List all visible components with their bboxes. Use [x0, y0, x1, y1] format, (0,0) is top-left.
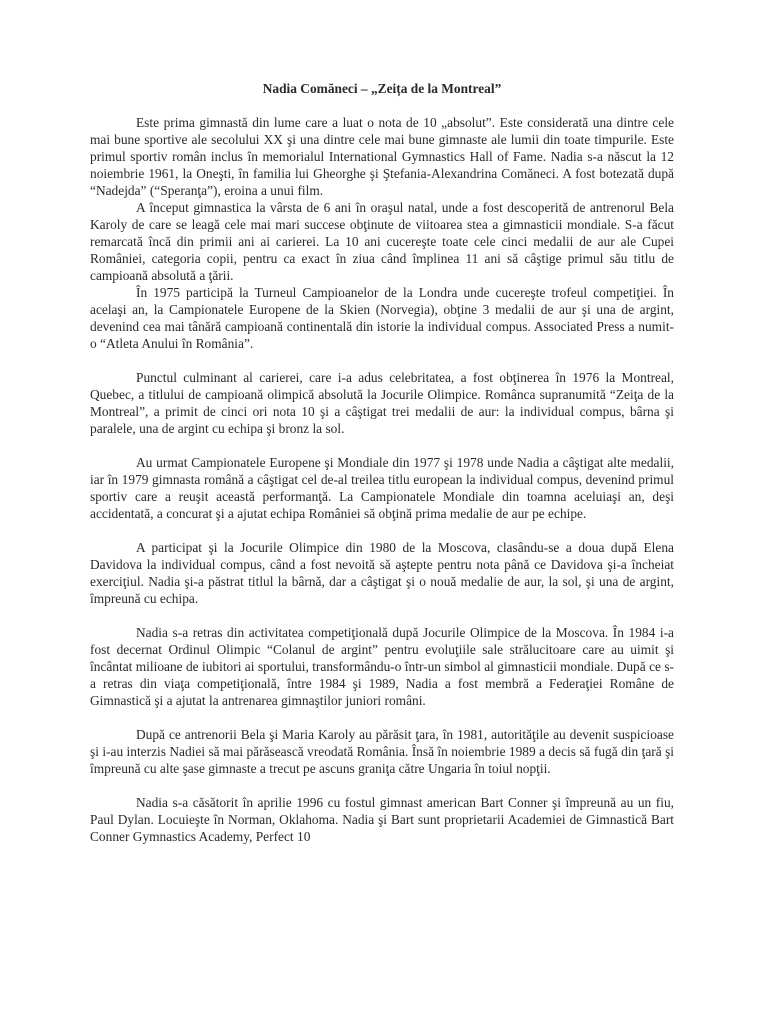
document-title: Nadia Comăneci – „Zeița de la Montreal”	[262, 81, 502, 96]
paragraph-marriage: Nadia s-a căsătorit în aprilie 1996 cu fostul gimnast american Bart Conner şi împreună au un fiu, Paul Dylan. Locuieşte în Norman, Oklahoma. Nadia şi Bart sunt proprietarii Academiei de Gimnastică Bart Conner Gymnastics Academy, Perfect 10	[90, 795, 674, 844]
paragraph-intro: Este prima gimnastă din lume care a luat o nota de 10 „absolut”. Este considerată una dintre cele mai bune sportive ale secolului XX şi una dintre cele mai bune gimnaste ale lumii din toate timpurile. Este primul sportiv român inclus în memorialul International Gymnastics Hall of Fame. Nadia s-a născut la 12 noiembrie 1961, la Oneşti, în familia lui Gheorghe şi Ştefania-Alexandrina Comăneci. A fost botezată după “Nadejda” (“Speranţa”), eroina a unui film.	[90, 115, 674, 198]
paragraph-1977-1979: Au urmat Campionatele Europene şi Mondiale din 1977 şi 1978 unde Nadia a câştigat alte medalii, iar în 1979 gimnasta română a câştigat cel de-al treilea titlu european la individual compus, devenind primul sportiv care a reuşit această performanţă. La Campionatele Mondiale din toamna aceluiaşi an, deşi accidentată, a concurat şi a ajutat echipa României să obţină prima medalie de aur pe echipe.	[90, 455, 674, 521]
paragraph-1975: În 1975 participă la Turneul Campioanelor de la Londra unde cucereşte trofeul competiţiei. În acelaşi an, la Campionatele Europene de la Skien (Norvegia), obţine 3 medalii de aur şi una de argint, devenind cea mai tânără campioană continentală din istorie la individual compus. Associated Press a numit-o “Atleta Anului în România”.	[90, 285, 674, 351]
paragraph-montreal-1976: Punctul culminant al carierei, care i-a adus celebritatea, a fost obţinerea în 1976 la Montreal, Quebec, a titlului de campioană olimpică absolută la Jocurile Olimpice. Românca supranumită “Zeiţa de la Montreal”, a primit de cinci ori nota 10 şi a câştigat trei medalii de aur: la individual compus, bârna şi paralele, una de argint cu echipa şi bronz la sol.	[90, 370, 674, 436]
paragraph-retirement: Nadia s-a retras din activitatea competiţională după Jocurile Olimpice de la Moscova. În 1984 i-a fost decernat Ordinul Olimpic “Colanul de argint” pentru evoluţiile sale strălucitoare care au uimit şi încântat milioane de iubitori ai sportului, transformându-o într-un simbol al gimnasticii mondiale. După ce s-a retras din viaţa competiţională, între 1984 şi 1989, Nadia a fost membră a Federaţiei Române de Gimnastică şi a ajutat la antrenarea gimnaştilor juniori români.	[90, 625, 674, 708]
paragraph-defection: După ce antrenorii Bela şi Maria Karoly au părăsit ţara, în 1981, autorităţile au devenit suspicioase şi i-au interzis Nadiei să mai părăsească vreodată România. Însă în noiembrie 1989 a decis să fugă din ţară şi împreună cu alte şase gimnaste a trecut pe ascuns graniţa către Ungaria în toiul nopţii.	[90, 727, 674, 776]
paragraph-moscow-1980: A participat şi la Jocurile Olimpice din 1980 de la Moscova, clasându-se a doua după Elena Davidova la individual compus, când a fost nevoită să aştepte pentru nota până ce Davidova şi-a încheiat exerciţiul. Nadia şi-a păstrat titlul la bârnă, dar a câştigat şi o nouă medalie de aur, la sol, şi una de argint, împreună cu echipa.	[90, 540, 674, 606]
document-body	[90, 80, 674, 845]
paragraph-early-career: A început gimnastica la vârsta de 6 ani în oraşul natal, unde a fost descoperită de antrenorul Bela Karoly de care se leagă cele mai mari succese obţinute de viitoarea stea a gimnasticii mondiale. S-a făcut remarcată încă din primii ani ai carierei. La 10 ani cucereşte toate cele cinci medalii de aur ale Cupei României, categoria copii, pentru ca exact în ziua când împlinea 11 ani să câştige primul său titlu de campioană absolută a ţării.	[90, 200, 674, 283]
